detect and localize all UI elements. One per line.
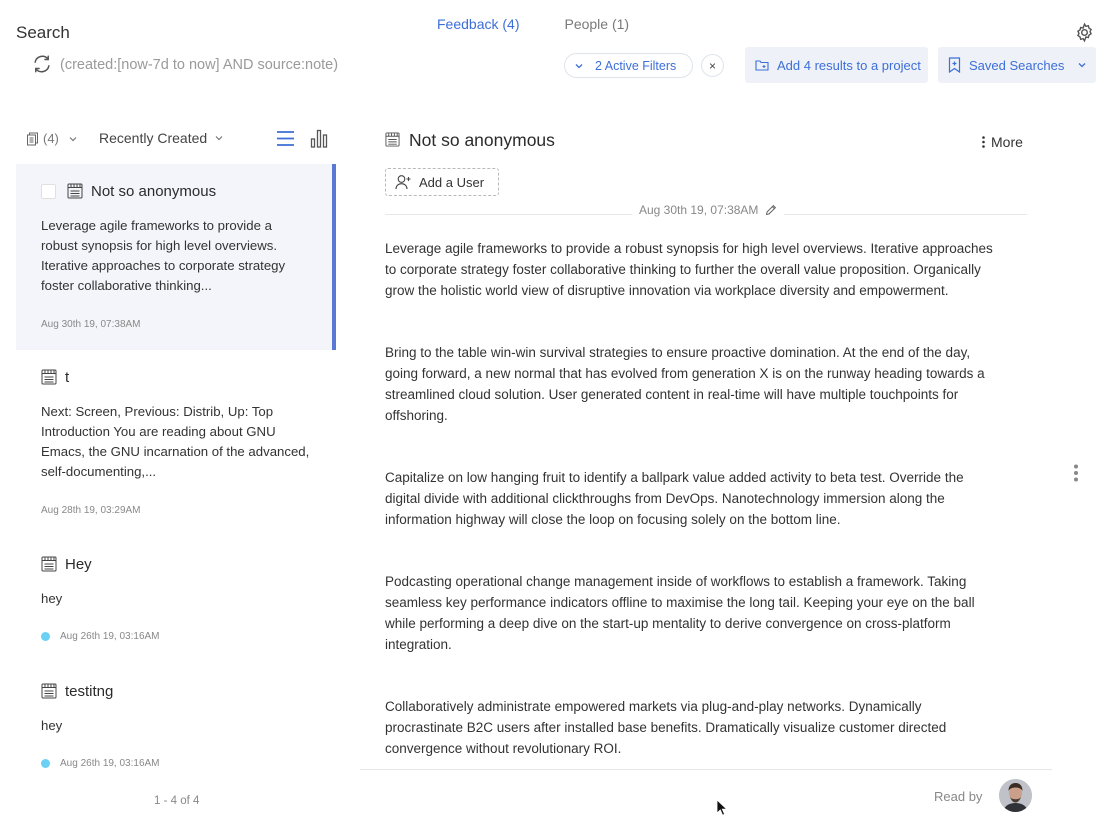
tab-bar [437,16,629,32]
refresh-icon[interactable] [31,53,53,75]
item-checkbox[interactable] [41,184,56,199]
bookmark-add-icon [948,57,961,73]
item-date-text: Aug 26th 19, 03:16AM [60,631,160,642]
item-date [41,319,307,330]
detail-date [632,203,784,217]
status-dot [41,759,50,768]
add-to-project-button[interactable] [745,47,928,83]
item-date [41,631,311,642]
status-dot [41,632,50,641]
add-user-button[interactable] [385,168,499,196]
active-filters-label: 2 Active Filters [595,58,677,73]
gear-icon[interactable] [1074,22,1095,43]
note-icon [385,132,400,147]
note-icon [41,556,57,572]
item-snippet: hey [41,718,63,733]
detail-date-text: Aug 30th 19, 07:38AM [639,203,759,217]
avatar[interactable] [999,779,1032,812]
clear-filters-button[interactable]: × [701,54,724,77]
item-date-text: Aug 28th 19, 03:29AM [41,505,141,516]
add-user-label: Add a User [419,174,485,190]
detail-paragraph: Capitalize on low hanging fruit to identify a ballpark value added activity to beta test. Override the digital divide with additional clickthroughs from DevOps. Nanotechnology immersion along the information highway will close the loop on focusing solely on the bottom line. [385,470,964,527]
item-snippet: Next: Screen, Previous: Distrib, Up: Top Introduction You are reading about GNU Emacs, the GNU incarnation of the advanced, self-documenting,... [41,404,310,479]
saved-searches-label: Saved Searches [969,57,1065,73]
detail-title: Not so anonymous [409,130,555,150]
item-title: t [65,368,70,386]
feedback-list [16,164,336,770]
item-date-text: Aug 26th 19, 03:16AM [60,758,160,769]
list-item[interactable] [16,350,336,537]
item-date [41,505,311,516]
user-add-icon [395,174,412,190]
add-to-project-label: Add 4 results to a project [777,57,921,73]
sort-label: Recently Created [99,130,208,146]
item-snippet: hey [41,591,63,606]
detail-paragraph: Bring to the table win-win survival strategies to ensure proactive domination. At the end of the day, going forward, a new normal that has evolved from generation X is on the runway heading towards a streamlined cloud solution. User generated content in real-time will have multiple touchpoints for offshoring. [385,345,985,423]
item-date [41,758,311,769]
active-filters-button[interactable] [564,53,693,78]
kebab-icon[interactable] [1073,464,1079,482]
detail-paragraph: Podcasting operational change management inside of workflows to establish a framework. Taking seamless key performance indicators offline to maximise the long tail. Keeping your eye on the ball while performing a deep dive on the start-up mentality to derive convergence on cross-platform integration. [385,574,975,652]
folder-add-icon [755,59,769,71]
more-label: More [991,134,1023,150]
read-by-label: Read by [934,789,983,804]
bar-chart-icon[interactable] [310,129,328,148]
item-date-text: Aug 30th 19, 07:38AM [41,319,141,330]
detail-body [385,238,997,770]
result-count: (4) [43,131,59,146]
note-icon [67,183,83,199]
result-count-dropdown[interactable] [26,131,77,146]
more-button[interactable] [982,134,1023,150]
pencil-icon[interactable] [765,204,777,216]
tab-feedback[interactable]: Feedback (4) [437,16,520,32]
pagination: 1 - 4 of 4 [154,795,200,807]
search-query[interactable]: (created:[now-7d to now] AND source:note) [60,57,339,73]
chevron-down-icon [1078,62,1086,68]
mouse-cursor-icon [716,799,728,816]
item-title: Hey [65,555,92,573]
sort-dropdown[interactable] [99,130,223,146]
tab-people[interactable]: People (1) [564,16,630,32]
item-snippet: Leverage agile frameworks to provide a robust synopsis for high level overviews. Iterative approaches to corporate strategy foster collaborative thinking... [41,218,286,293]
saved-searches-button[interactable] [938,47,1096,83]
kebab-icon [982,136,985,148]
chevron-down-icon [575,63,583,69]
item-title: testitng [65,682,114,700]
list-item[interactable] [16,537,336,664]
chevron-down-icon [215,135,223,141]
page-title: Search [16,23,70,42]
note-icon [41,683,57,699]
list-view-icon[interactable] [276,130,295,147]
list-item[interactable] [16,164,336,350]
chevron-down-icon [69,136,77,142]
detail-paragraph: Collaboratively administrate empowered markets via plug-and-play networks. Dynamically procrastinate B2C users after installed base benefits. Dramatically visualize customer directed convergence without revolutionary ROI. [385,699,947,756]
item-title: Not so anonymous [91,182,217,200]
detail-paragraph: Leverage agile frameworks to provide a robust synopsis for high level overviews. Iterative approaches to corporate strategy foster collaborative thinking to further the overall value proposition. Organically grow the holistic world view of disruptive innovation via workplace diversity and empowerment. [385,241,993,298]
documents-icon [26,132,39,146]
note-icon [41,369,57,385]
list-item[interactable] [16,664,336,770]
footer-divider [360,769,1052,770]
